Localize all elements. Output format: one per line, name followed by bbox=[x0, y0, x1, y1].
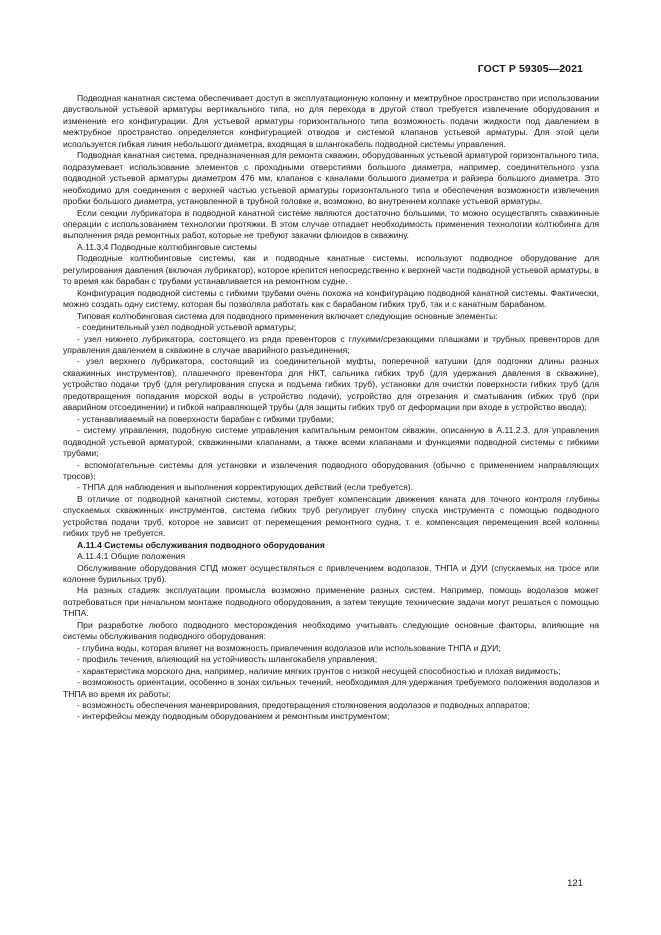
paragraph: Подводная канатная система, предназначенная для ремонта скважин, оборудованных устьевой арматурой горизонтального типа, подразумевает использование элементов с проходными отверстиями большого диаметра, например, соединительного узла подводной устьевой арматуры диаметром 476 мм, клапанов с каналами большого диаметра и райзера большого диаметра. Это необходимо для соединения с верхней частью устьевой арматуры горизонтального типа и обеспечения возможности извлечения пробки большого диаметра, установленной в трубной головке и, возможно, во внутреннем колпаке устьевой арматуры. bbox=[63, 150, 599, 207]
document-body bbox=[63, 93, 599, 723]
paragraph: - соединительный узел подводной устьевой арматуры; bbox=[77, 322, 297, 333]
paragraph: При разработке любого подводного месторождения необходимо учитывать следующие основные факторы, влияющие на системы обслуживания подводного оборудования: bbox=[63, 619, 599, 642]
paragraph: - характеристика морского дна, например, наличие мягких грунтов с низкой несущей способностью и плохая видимость; bbox=[77, 665, 561, 676]
paragraph: - возможность обеспечения маневрирования, предотвращения столкновения водолазов и подводных аппаратов; bbox=[77, 700, 530, 711]
paragraph: - узел верхнего лубрикатора, состоящий из соединительной муфты, поперечной катушки (для подгонки длины разных скважинных инструментов), плашечного превентора для НКТ, сальника гибких труб (для удержания давления в скважине), устройство подачи труб (для регулирования спуска и подъема гибких труб), установки для очистки поверхности гибких труб (для предотвращения попадания морской воды в устройство подачи), устройство для отрезания и сматывания гибких труб (при аварийном отсоединении) и гибкой направляющей трубы (для защиты гибких труб от деформации при входе в устройство ввода); bbox=[63, 356, 599, 413]
page-number: 121 bbox=[567, 878, 583, 889]
paragraph: - ТНПА для наблюдения и выполнения корректирующих действий (если требуется). bbox=[77, 482, 414, 493]
paragraph: - интерфейсы между подводным оборудованием и ремонтным инструментом; bbox=[77, 711, 390, 722]
paragraph: - узел нижнего лубрикатора, состоящего из ряда превенторов с глухими/срезающими плашками и трубных превенторов для управления давлением в скважине в случае аварийного разъединения; bbox=[63, 333, 599, 355]
paragraph: - вспомогательные системы для установки и извлечения подводного оборудования (обычно с применением направляющих тросов); bbox=[63, 459, 599, 481]
standard-header: ГОСТ Р 59305—2021 bbox=[477, 63, 583, 75]
paragraph: Подводные колтюбинговые системы, как и подводные канатные системы, используют подводное оборудование для регулирования давления (включая лубрикатор), которое крепится непосредственно к верхней части подводной устьевой арматуры, в то время как барабан с трубами устанавливается на ремонтном судне. bbox=[63, 253, 599, 287]
paragraph: На разных стадиях эксплуатации промысла возможно применение разных систем. Например, помощь водолазов может потребоваться при начальном монтаже подводного оборудования, а затем текущие технические задачи могут решаться с помощью ТНПА. bbox=[63, 585, 599, 619]
paragraph: А.11.3.4 Подводные колтюбинговые системы bbox=[77, 241, 257, 252]
paragraph: В отличие от подводной канатной системы, которая требует компенсации движения каната для точного контроля глубины спускаемых скважинных инструментов, система гибких труб регулирует глубину спуска инструмента с помощью подводного устройства подачи труб, которое не зависит от перемещения ремонтного судна, т. е. компенсация перемещения всей колонны гибких труб не требуется. bbox=[63, 493, 599, 539]
paragraph: - устанавливаемый на поверхности барабан с гибкими трубами; bbox=[77, 413, 334, 424]
paragraph: Если секции лубрикатора в подводной канатной системе являются достаточно большими, то можно осуществлять скважинные операции с использованием технологии протяжки. В этом случае отпадает необходимость применения технологии колтюбинга для выполнения ряда ремонтных работ, которые не требуют закачки флюидов в скважину. bbox=[63, 207, 599, 241]
paragraph: - профиль течения, влияющий на устойчивость шлангокабеля управления; bbox=[77, 654, 378, 665]
paragraph: - систему управления, подобную системе управления капитальным ремонтом скважин, описанную в А.11.2.3, для управления подводной устьевой арматурой, скважинными клапанами, а также всеми клапанами и функциями подводной системы с гибкими трубами; bbox=[63, 425, 599, 459]
paragraph: Подводная канатная система обеспечивает доступ в эксплуатационную колонну и межтрубное пространство при использовании двуствольной устьевой арматуры вертикального типа, но для перехода в другой ствол требуется извлечение оборудования и изменение его конфигурации. Для устьевой арматуры горизонтального типа возможность подачи жидкости под давлением в межтрубное пространство определяется конфигурацией отводов и системой клапанов устьевой арматуры. Для этой цели используется гибкая линия небольшого диаметра, входящая в шлангокабель подводной системы управления. bbox=[63, 93, 599, 149]
paragraph: Типовая колтюбинговая система для подводного применения включает следующие основные элементы: bbox=[77, 310, 498, 321]
paragraph: Обслуживание оборудования СПД может осуществляться с привлечением водолазов, ТНПА и ДУИ (спускаемых на тросе или колонне бурильных труб). bbox=[63, 562, 599, 585]
paragraph: - глубина воды, которая влияет на возможность привлечения водолазов или использование ТНПА и ДУИ; bbox=[77, 642, 501, 653]
paragraph: Конфигурация подводной системы с гибкими трубами очень похожа на конфигурацию подводной канатной системы. Фактически, можно создать одну систему, которая бы позволяла работать как с барабаном гибких труб, так и с канатным барабаном. bbox=[63, 287, 599, 310]
section-heading: А.11.4 Системы обслуживания подводного оборудования bbox=[77, 539, 325, 550]
paragraph: - возможность ориентации, особенно в зонах сильных течений, необходимая для удержания требуемого положения водолазов и ТНПА во время их работы; bbox=[63, 677, 599, 699]
paragraph: А.11.4.1 Общие положения bbox=[77, 551, 186, 562]
